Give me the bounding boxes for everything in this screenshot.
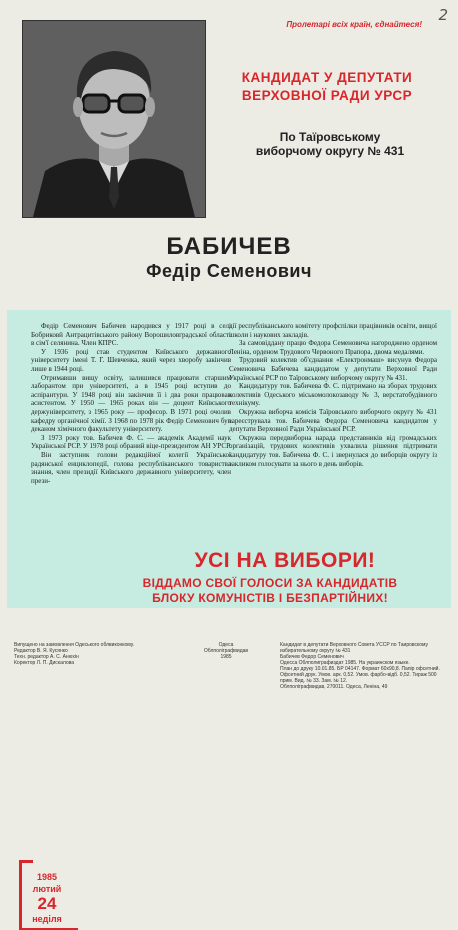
imprint-line: Кандидат в депутати Верховного Совета УССР по Таировскому избирательному округу № 431 (280, 642, 429, 654)
district-line-2: виборчому округу № 431 (255, 144, 405, 158)
bio-paragraph: Отримавши вищу освіту, залишився працювати старшим лаборантом при університеті, а в 1945 році вступив до аспірантури. У 1948 році він закінчив її і два роки працював асистентом. У 1950 — 1965 роках він — доцент Київського держуніверситету, з 1965 року — професор. В 1971 році очолив кафедру органічної хімії. З 1968 по 1978 рік Федір Семенович був деканом хімічного факультету університету. (31, 373, 231, 434)
candidate-portrait (22, 20, 206, 218)
bio-paragraph: дії республіканського комітету профспілки працівників освіти, вищої школи і наукових закладів. (229, 322, 437, 339)
bio-paragraph: У 1936 році став студентом Київського державного університету імені Т. Г. Шевченка, який через хворобу закінчив лише в 1944 році. (31, 347, 231, 373)
imprint-line: Бабичев Федор Семенович (280, 654, 344, 660)
imprint-line: Облполіграфвидав, 270011. Одеса, Леніна, 49 (280, 684, 388, 690)
imprint-line: Випущено на замовлення Одеського облвиконкому. (14, 642, 135, 648)
bio-paragraph: За самовіддану працю Федора Семеновича нагороджено орденом Леніна, орденом Трудового Червоного Прапора, двома медалями. (229, 339, 437, 356)
calendar-year: 1985 (36, 872, 58, 882)
imprint-line: Одесса Облполиграфиздат 1985. На украинском языке. (280, 660, 410, 666)
bio-paragraph: Окружна виборча комісія Таїровського виборчого округу № 431 зареєструвала тов. Бабичева Федора Семеновича кандидатом у депутати Верховної Ради Української РСР. (229, 407, 437, 434)
calendar-month: лютий (32, 884, 62, 894)
bio-paragraph: Окружна передвиборна нарада представників від громадських організацій, трудових колективів ухвалила рішення підтримати кандидатуру тов. Бабичева Ф. С. і звернулася до виборців округу із закликом голосувати за нього в день виборів. (229, 433, 437, 468)
imprint-line: Редактор В. Я. Кусянко (14, 648, 68, 654)
imprint-line: 1985 (220, 654, 232, 660)
candidate-surname: БАБИЧЕВ (166, 233, 292, 260)
imprint-line: План до друку 10.01.85. БР 04147. Формат 60х90,8. Папір офсетний. Офсетний друк. Умов. арк. 0,52. Умов. фарбо-відб. 0,52. Тираж 500 прим. Вид. № 33. Зам. № 12. (280, 666, 440, 684)
biography-right-column (229, 322, 437, 468)
bio-paragraph: Федір Семенович Бабичев народився у 1917 році в селі Бобриковй Антрацитівського району Ворошиловградської області в сім'ї селянина. Член КПРС. (31, 322, 231, 348)
calendar-weekday: неділя (32, 914, 62, 924)
election-date-calendar (11, 848, 81, 928)
call-to-vote-headline: УСІ НА ВИБОРИ! (194, 549, 376, 572)
call-line-2: БЛОКУ КОМУНІСТІВ І БЕЗПАРТІЙНИХ! (152, 591, 388, 605)
handwritten-page-number: 2 (438, 6, 448, 24)
heading-line-1: КАНДИДАТ У ДЕПУТАТИ (241, 70, 413, 85)
candidate-name (0, 234, 458, 282)
slogan: Пролетарі всіх країн, єднайтеся! (286, 20, 422, 29)
biography-left-column (31, 322, 231, 485)
candidate-given-names: Федір Семенович (146, 261, 312, 281)
bio-paragraph: Він заступник голови редакційної колегії Української радянської енциклопедії, голова республіканського товариства знання, член президії Київського державного університету, член прези- (31, 450, 231, 485)
call-line-1: ВІДДАМО СВОЇ ГОЛОСИ ЗА КАНДИДАТІВ (142, 576, 398, 590)
imprint-left (14, 642, 174, 666)
imprint-right (280, 642, 450, 690)
call-to-vote-subline (92, 576, 448, 606)
district-line-1: По Таїровському (279, 130, 381, 144)
bio-paragraph: З 1973 року тов. Бабичев Ф. С. — академік Академії наук Української РСР. У 1978 році обраний віце-президентом АН УРСР. (31, 433, 231, 451)
district-block (240, 130, 420, 158)
heading-line-2: ВЕРХОВНОЇ РАДИ УРСР (241, 88, 413, 103)
bio-paragraph: Кандидатуру тов. Бабичева Ф. С. підтримано на зборах трудових колективів Одеського міськомолокозаводу № 3, верстатобудівного технікуму. (229, 382, 437, 408)
imprint-line: Коректор Л. П. Дискалова (14, 660, 75, 666)
imprint-middle (190, 642, 262, 660)
bio-paragraph: Трудовий колектив об'єднання «Електронмаш» висунув Федора Семеновича Бабичева кандидатом у депутати Верховної Ради Української РСР по Таїровському виборчому округу № 431. (229, 356, 437, 382)
candidate-heading (212, 69, 442, 105)
imprint-line: Облполіграфвидав (203, 648, 249, 654)
imprint-line: Одеса (218, 642, 234, 648)
calendar-day: 24 (37, 894, 57, 913)
imprint-line: Техн. редактор А. С. Анюхін (14, 654, 79, 660)
